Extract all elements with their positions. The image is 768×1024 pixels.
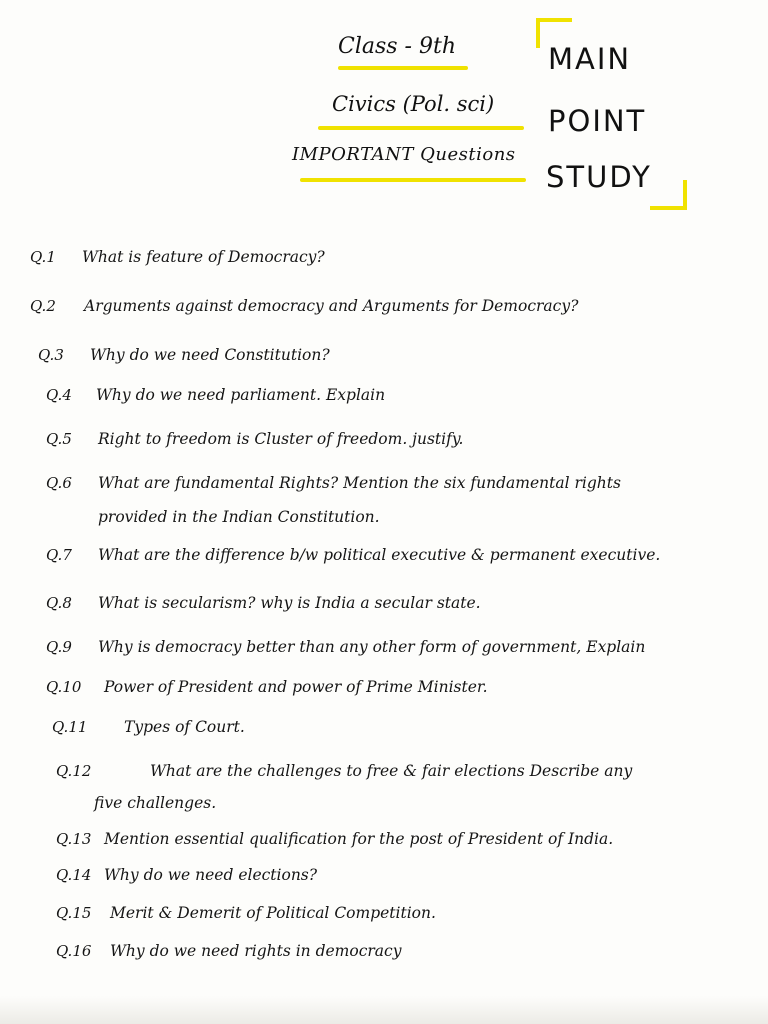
question-number: Q.14 [56,866,92,884]
question-number: Q.3 [38,346,64,364]
question-text: Power of President and power of Prime Minister. [104,678,488,696]
question-text: Why do we need parliament. Explain [96,386,386,404]
question-number: Q.9 [46,638,72,656]
question-text: Why is democracy better than any other form of government, Explain [98,638,646,656]
brand-main: MAIN [548,42,632,76]
question-text: Merit & Demerit of Political Competition. [110,904,436,922]
page-bottom-edge [0,996,768,1024]
question-text: Why do we need rights in democracy [110,942,402,960]
subject-heading: Civics (Pol. sci) [332,92,495,116]
brand-study: STUDY [546,160,652,194]
class-underline [338,66,468,70]
question-number: Q.2 [30,297,56,315]
question-text: Mention essential qualification for the post of President of India. [104,830,614,848]
question-number: Q.4 [46,386,72,404]
question-number: Q.13 [56,830,92,848]
brand-point: POINT [548,104,647,138]
question-number: Q.12 [56,762,92,780]
question-text: What are the difference b/w political executive & permanent executive. [98,546,661,564]
question-number: Q.6 [46,474,72,492]
class-heading: Class - 9th [338,34,456,59]
question-number: Q.1 [30,248,56,266]
subject-underline [318,126,524,130]
question-text: What is secularism? why is India a secular state. [98,594,481,612]
question-text: What are the challenges to free & fair elections Describe any [150,762,633,780]
question-number: Q.16 [56,942,92,960]
question-text: Right to freedom is Cluster of freedom. justify. [98,430,464,448]
question-text: Arguments against democracy and Arguments for Democracy? [84,297,579,315]
question-text: Why do we need elections? [104,866,318,884]
brand-bracket-left [536,18,540,48]
question-number: Q.15 [56,904,92,922]
question-number: Q.5 [46,430,72,448]
question-number: Q.10 [46,678,82,696]
brand-bracket-bottom [650,206,686,210]
brand-bracket-right [683,180,687,210]
topic-underline [300,178,526,182]
question-text: Why do we need Constitution? [90,346,330,364]
question-text: What are fundamental Rights? Mention the six fundamental rights [98,474,621,492]
question-text: Types of Court. [124,718,245,736]
question-number: Q.11 [52,718,88,736]
question-text: What is feature of Democracy? [82,248,325,266]
question-text: provided in the Indian Constitution. [98,508,380,526]
question-text: five challenges. [94,794,217,812]
question-number: Q.8 [46,594,72,612]
brand-bracket-top [536,18,572,22]
topic-heading: IMPORTANT Questions [292,144,516,165]
question-number: Q.7 [46,546,72,564]
